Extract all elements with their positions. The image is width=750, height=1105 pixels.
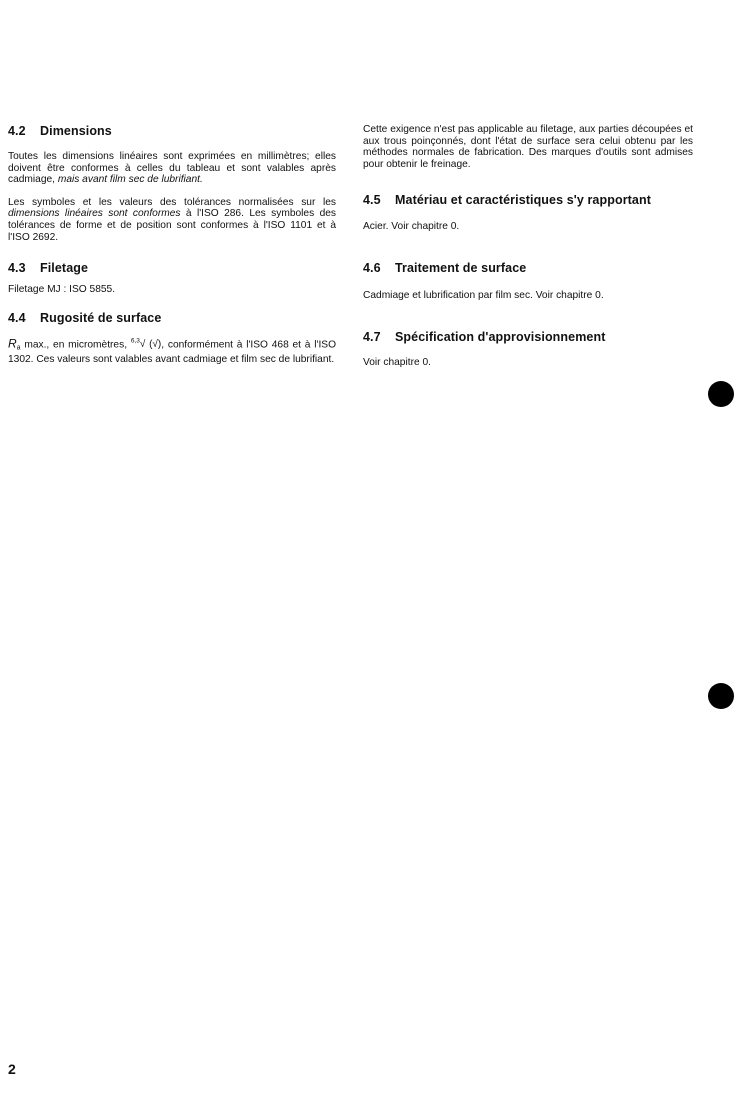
- paragraph-approvisionnement: Voir chapitre 0.: [363, 356, 431, 368]
- right-column: [363, 124, 693, 368]
- paragraph-dimensions-1: Toutes les dimensions linéaires sont exprimées en millimètres; elles doivent être conformes à celles du tableau et sont valables après cadmiage, mais avant film sec de lubrifiant.: [8, 151, 336, 186]
- page-number: 2: [8, 1061, 16, 1077]
- paragraph-filetage: Filetage MJ : ISO 5855.: [8, 284, 116, 296]
- heading-4-2: 4.2 Dimensions: [8, 124, 112, 138]
- heading-4-3: 4.3 Filetage: [8, 261, 89, 276]
- left-column: [8, 124, 336, 365]
- heading-4-4: 4.4 Rugosité de surface: [8, 310, 162, 325]
- paragraph-exigence: Cette exigence n'est pas applicable au filetage, aux parties découpées et aux trous poinçonnés, dont l'état de surface sera celui obtenu par les méthodes normales de fabrication. Des marques d'outils sont admises pour obtenir le freinage.: [363, 124, 693, 170]
- paragraph-rugosite: $R_a$ max., en micromètres, $^{6,3}$√ (√), conformément à l'ISO 468 et à l'ISO 1302. Ces valeurs sont valables avant cadmiage et film sec de lubrifiant.: [8, 336, 336, 365]
- paragraph-dimensions-2: Les symboles et les valeurs des tolérances normalisées sur les dimensions linéaires sont conformes à l'ISO 286. Les symboles des tolérances de forme et de position sont conformes à l'ISO 1101 et à l'ISO 2692.: [8, 196, 336, 243]
- roughness-symbol: $^{6,3}$√ (√): [130, 337, 162, 351]
- paragraph-materiau: Acier. Voir chapitre 0.: [363, 221, 460, 233]
- heading-4-6: 4.6 Traitement de surface: [363, 260, 527, 275]
- paragraph-traitement: Cadmiage et lubrification par film sec. Voir chapitre 0.: [363, 289, 604, 301]
- punch-hole-icon: [708, 381, 734, 407]
- heading-4-5: 4.5 Matériau et caractéristiques s'y rapportant: [363, 193, 651, 208]
- heading-4-7: 4.7 Spécification d'approvisionnement: [363, 329, 606, 344]
- punch-hole-icon: [708, 683, 734, 709]
